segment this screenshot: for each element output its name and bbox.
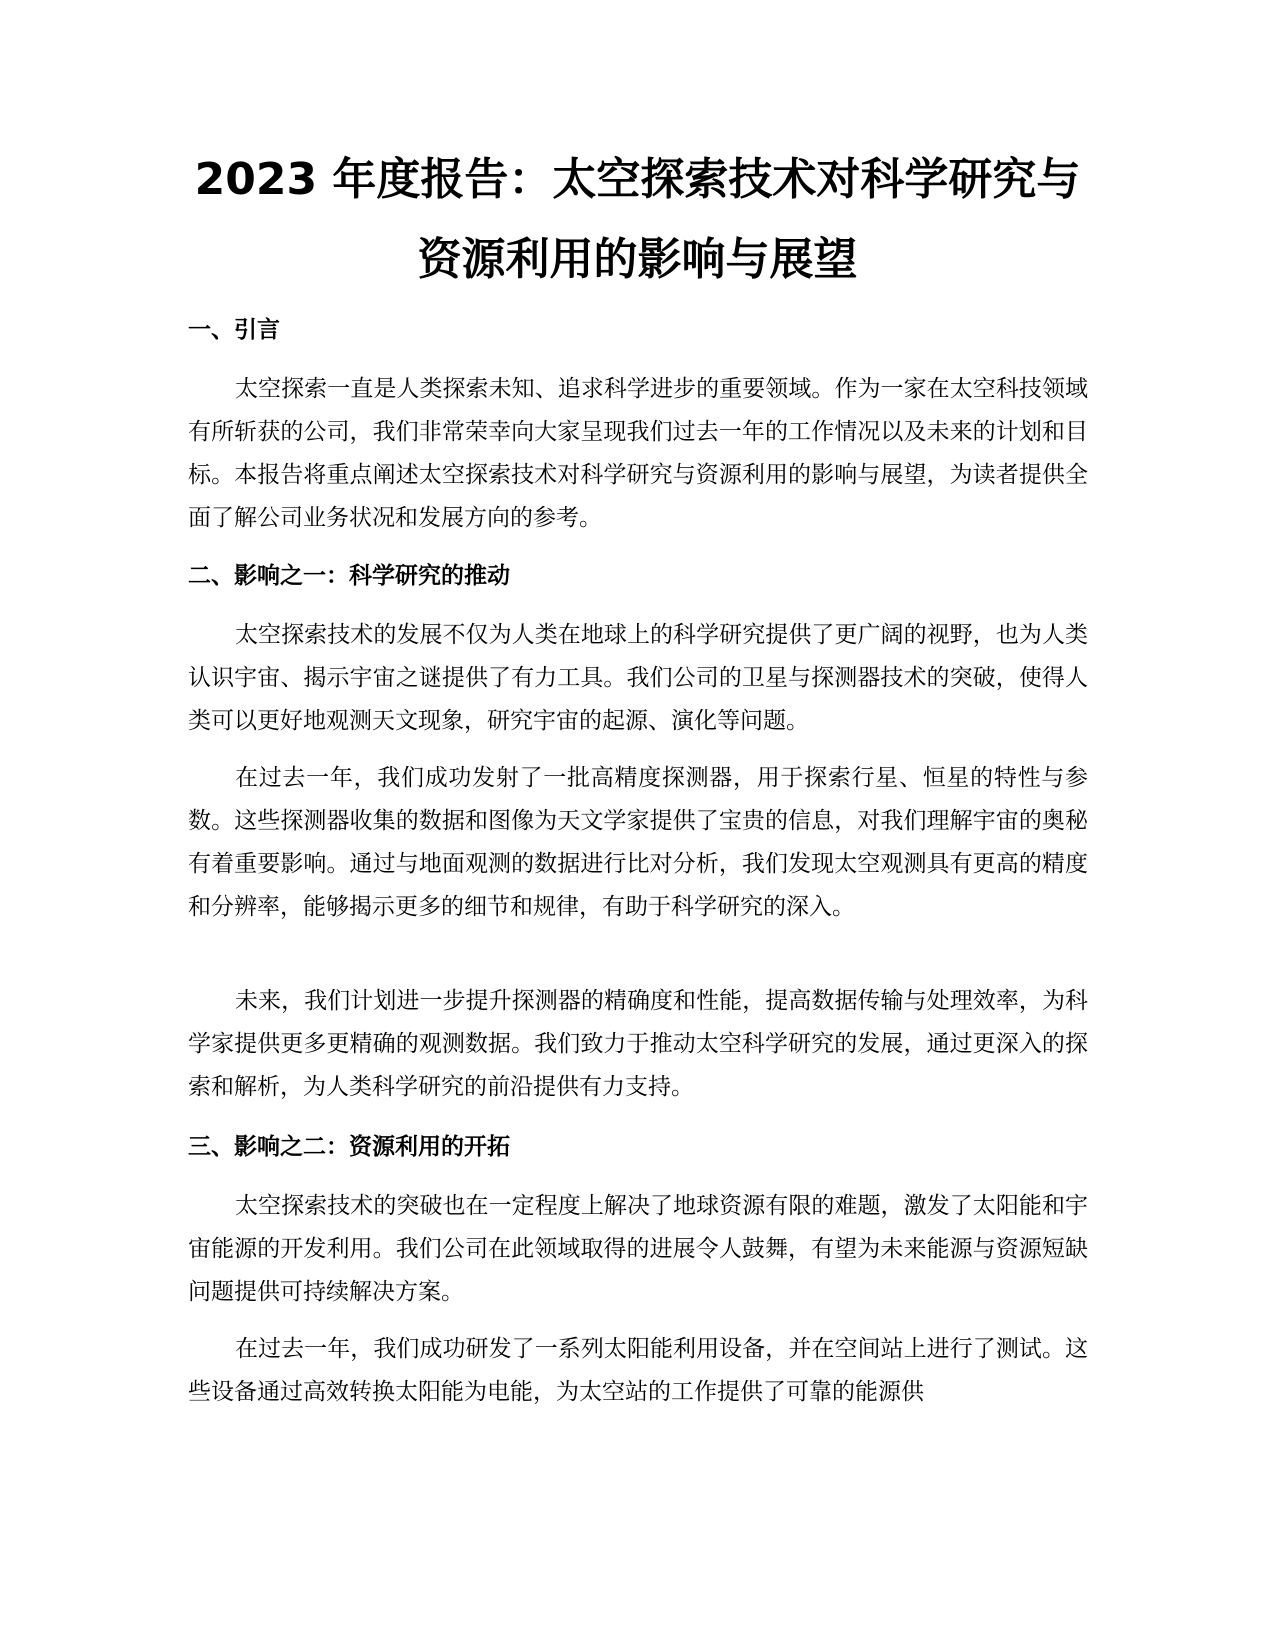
title-line-2: 资源利用的影响与展望	[417, 234, 858, 285]
paragraph-resource-1: 太空探索技术的突破也在一定程度上解决了地球资源有限的难题，激发了太阳能和宇宙能源的开发利用。我们公司在此领域取得的进展令人鼓舞，有望为未来能源与资源短缺问题提供可持续解决方案。	[188, 1193, 1088, 1305]
paragraph-science-2: 在过去一年，我们成功发射了一批高精度探测器，用于探索行星、恒星的特性与参数。这些探测器收集的数据和图像为天文学家提供了宝贵的信息，对我们理解宇宙的奥秘有着重要影响。通过与地面观测的数据进行比对分析，我们发现太空观测具有更高的精度和分辨率，能够揭示更多的细节和规律，有助于科学研究的深入。	[188, 765, 1088, 920]
paragraph-science-1: 太空探索技术的发展不仅为人类在地球上的科学研究提供了更广阔的视野，也为人类认识宇宙、揭示宇宙之谜提供了有力工具。我们公司的卫星与探测器技术的突破，使得人类可以更好地观测天文现象，研究宇宙的起源、演化等问题。	[188, 622, 1088, 734]
section-heading-resource-utilization: 三、影响之二：资源利用的开拓	[188, 1134, 510, 1160]
paragraph-resource-2: 在过去一年，我们成功研发了一系列太阳能利用设备，并在空间站上进行了测试。这些设备通过高效转换太阳能为电能，为太空站的工作提供了可靠的能源供	[188, 1336, 1088, 1405]
section-heading-science-research: 二、影响之一：科学研究的推动	[188, 563, 510, 589]
title-line-1: 2023 年度报告：太空探索技术对科学研究与	[194, 154, 1081, 205]
paragraph-introduction: 太空探索一直是人类探索未知、追求科学进步的重要领域。作为一家在太空科技领域有所斩获的公司，我们非常荣幸向大家呈现我们过去一年的工作情况以及未来的计划和目标。本报告将重点阐述太空探索技术对科学研究与资源利用的影响与展望，为读者提供全面了解公司业务状况和发展方向的参考。	[188, 376, 1088, 531]
document-title	[160, 140, 1115, 300]
section-heading-introduction: 一、引言	[188, 317, 280, 343]
paragraph-science-3: 未来，我们计划进一步提升探测器的精确度和性能，提高数据传输与处理效率，为科学家提供更多更精确的观测数据。我们致力于推动太空科学研究的发展，通过更深入的探索和解析，为人类科学研究的前沿提供有力支持。	[188, 988, 1088, 1100]
